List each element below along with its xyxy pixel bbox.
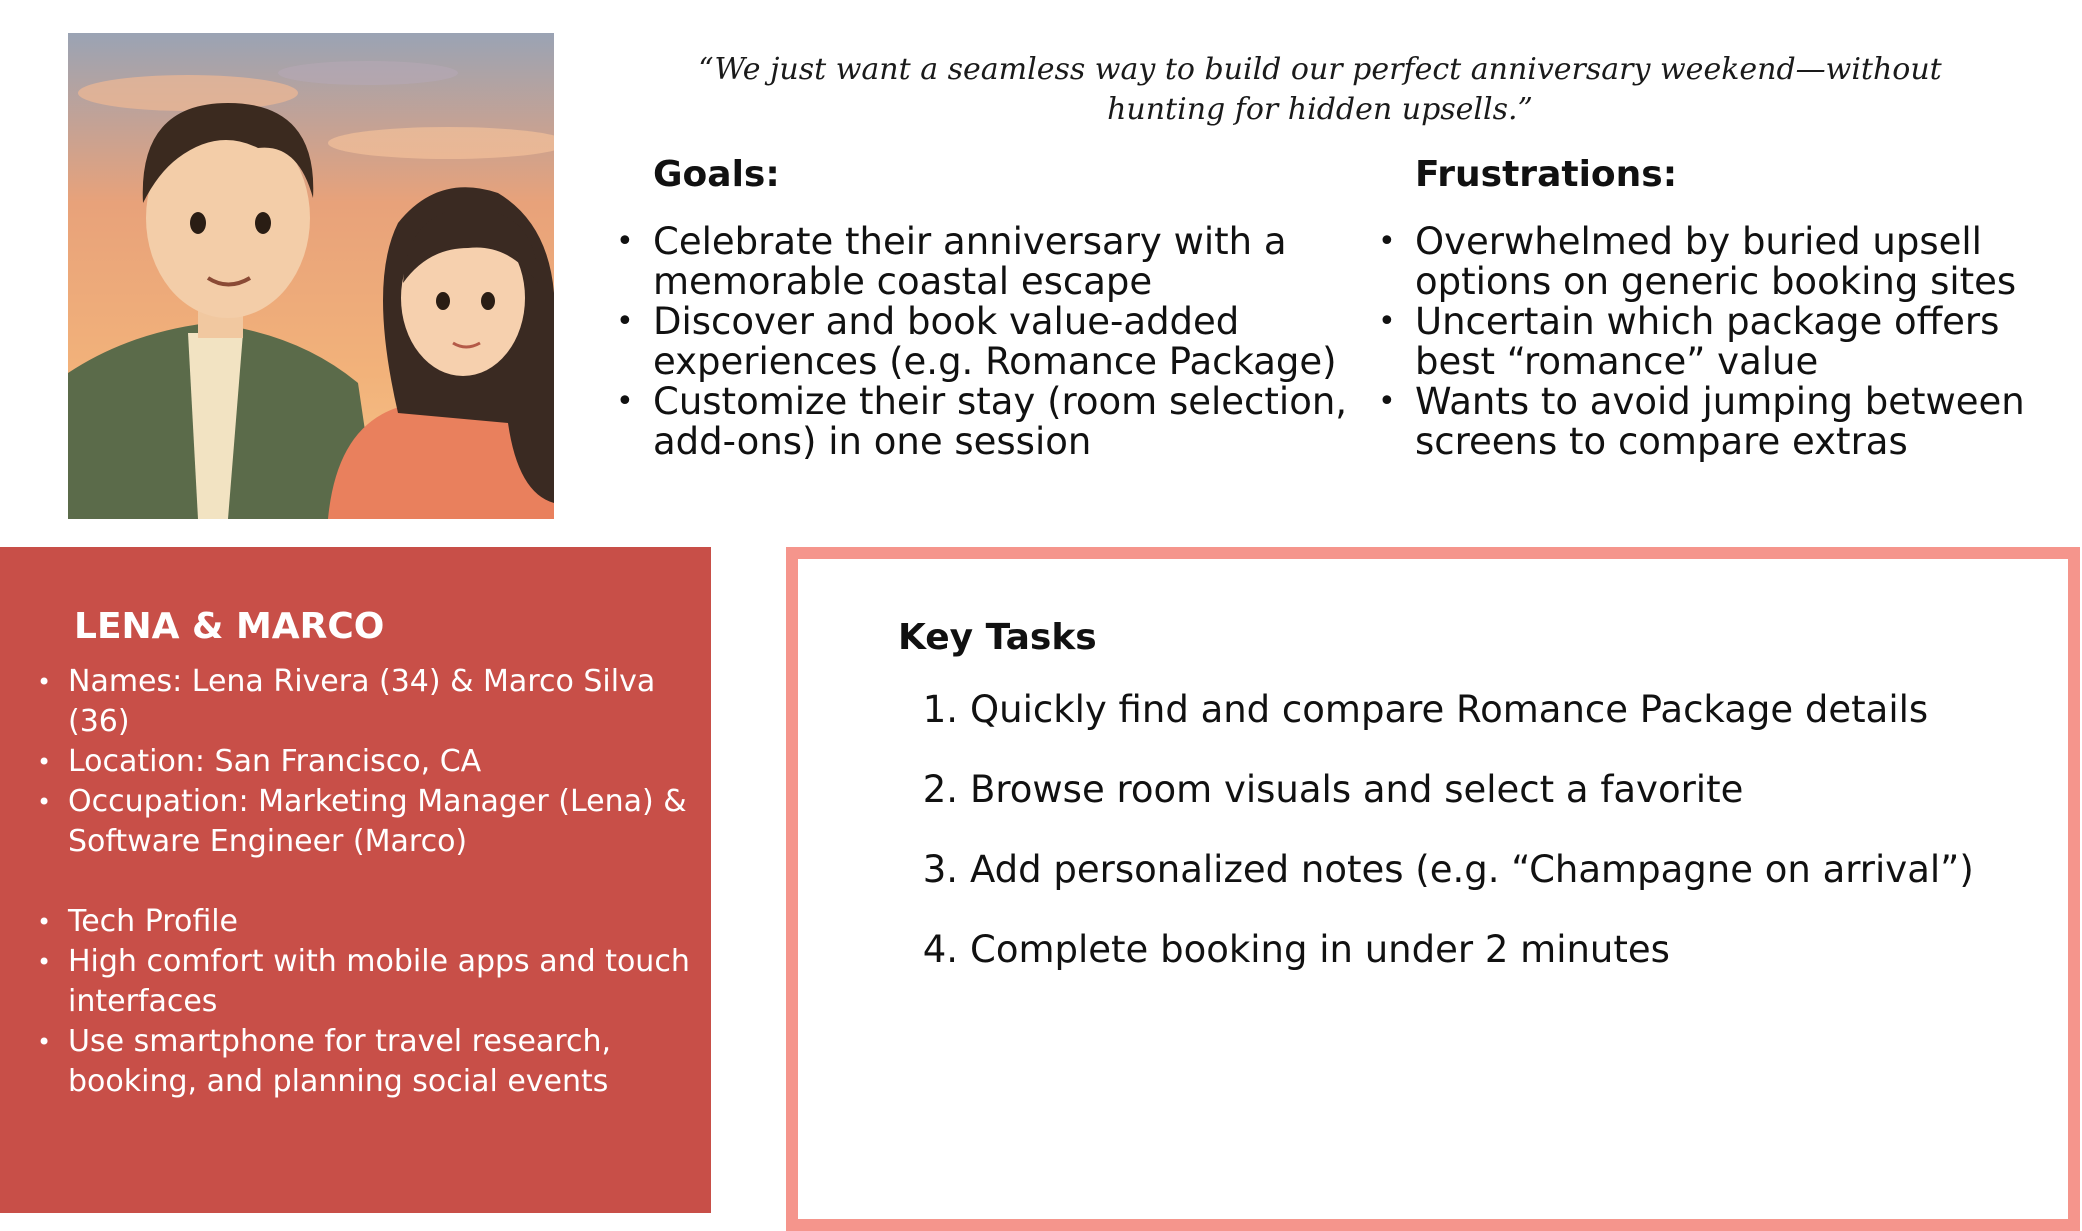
profile-detail-item: • Tech Profile	[68, 902, 708, 942]
task-text: Browse room visuals and select a favorite	[970, 768, 1744, 811]
task-number: 2.	[922, 768, 958, 811]
task-text: Complete booking in under 2 minutes	[970, 928, 1670, 971]
task-item	[898, 685, 2048, 765]
frustrations-heading: Frustrations:	[1415, 154, 1678, 195]
couple-illustration	[68, 33, 554, 519]
goals-heading: Goals:	[653, 154, 780, 195]
frustration-item: • Wants to avoid jumping between screens to compare extras	[1415, 382, 2055, 462]
frustration-item: • Overwhelmed by buried upsell options on generic booking sites	[1415, 222, 2055, 302]
task-number: 1.	[922, 688, 958, 731]
frustrations-section	[1415, 150, 2055, 462]
goal-item: • Customize their stay (room selection, add-ons) in one session	[653, 382, 1353, 462]
key-tasks-list	[898, 685, 2048, 1005]
goal-item: • Discover and book value-added experiences (e.g. Romance Package)	[653, 302, 1353, 382]
task-number: 3.	[922, 848, 958, 891]
persona-portrait	[68, 33, 554, 519]
task-item	[898, 765, 2048, 845]
key-tasks-heading: Key Tasks	[898, 617, 1097, 658]
goals-section	[653, 150, 1353, 462]
profile-detail-item: • Occupation: Marketing Manager (Lena) & Software Engineer (Marco)	[68, 782, 708, 862]
profile-detail-item: • Names: Lena Rivera (34) & Marco Silva (36)	[68, 662, 708, 742]
persona-name-title: LENA & MARCO	[74, 606, 385, 647]
persona-quote: “We just want a seamless way to build our perfect anniversary weekend—without hunting for hidden upsells.”	[698, 52, 1942, 127]
goal-item: • Celebrate their anniversary with a memorable coastal escape	[653, 222, 1353, 302]
task-text: Quickly find and compare Romance Package details	[970, 688, 1929, 731]
key-tasks-panel	[786, 547, 2080, 1231]
profile-details-list	[68, 662, 708, 1102]
profile-detail-item: • High comfort with mobile apps and touch interfaces	[68, 942, 708, 1022]
goals-list	[653, 222, 1353, 462]
persona-profile-panel	[0, 547, 711, 1213]
task-item	[898, 925, 2048, 1005]
task-number: 4.	[922, 928, 958, 971]
task-item	[898, 845, 2048, 925]
task-text: Add personalized notes (e.g. “Champagne on arrival”)	[970, 848, 1974, 891]
profile-detail-item: • Location: San Francisco, CA	[68, 742, 708, 782]
frustration-item: • Uncertain which package offers best “romance” value	[1415, 302, 2055, 382]
frustrations-list	[1415, 222, 2055, 462]
profile-detail-item: • Use smartphone for travel research, booking, and planning social events	[68, 1022, 708, 1102]
